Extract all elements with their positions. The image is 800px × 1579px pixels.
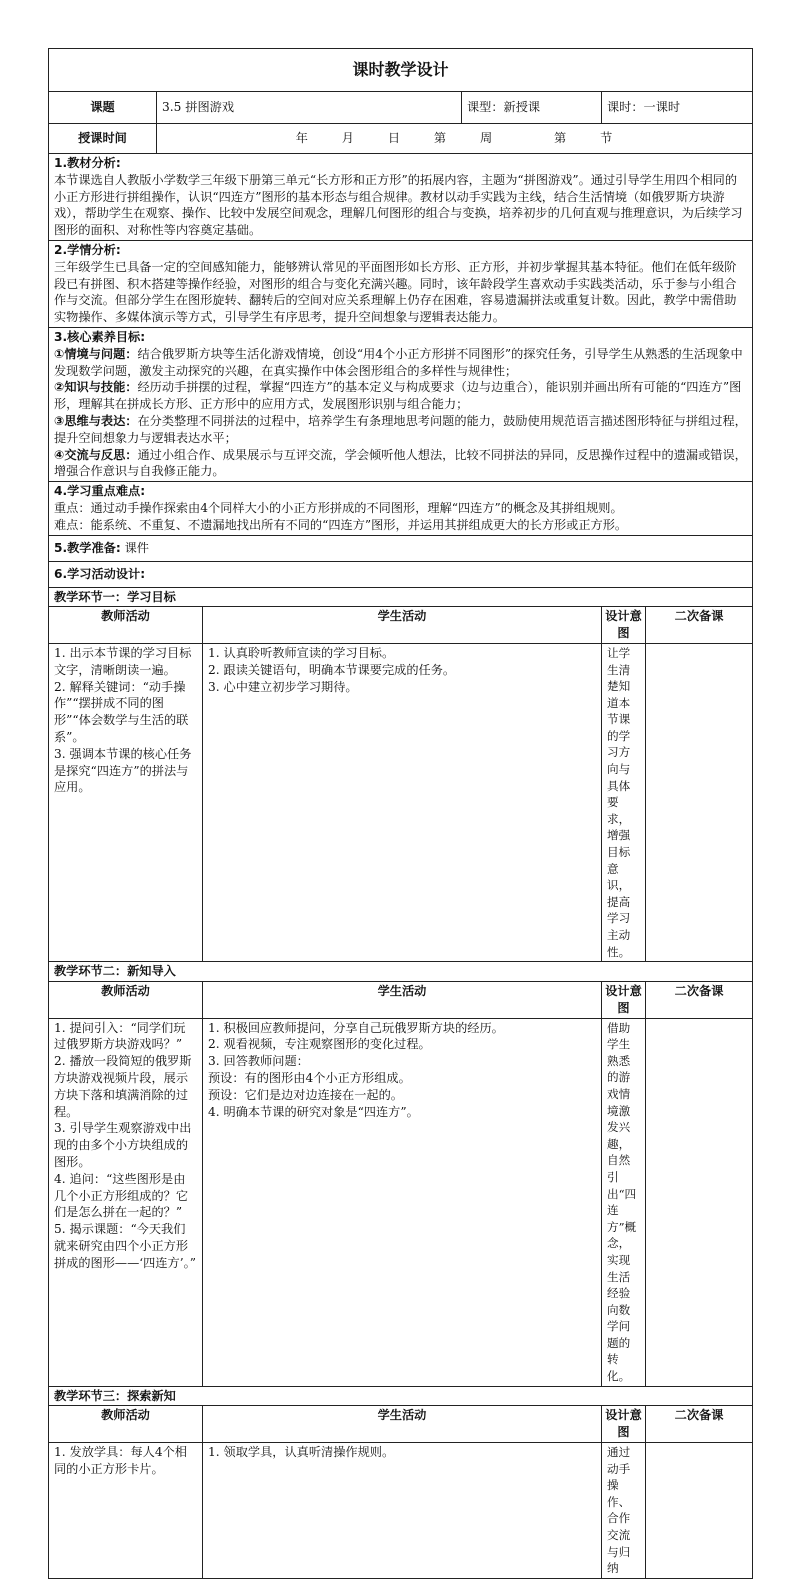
stage-heading: 教学环节三：探索新知 — [49, 1386, 753, 1406]
teacher-step: 1. 出示本节课的学习目标文字，清晰朗读一遍。 — [54, 645, 192, 677]
goals-heading: 3.核心素养目标: — [54, 329, 146, 344]
goal-text: 经历动手拼摆的过程，掌握“四连方”的基本定义与构成要求（边与边重合），能识别并画出所有可能的“四连方”图形，理解其在拼成长方形、正方形中的应用方式，发展图形识别与组合能力； — [54, 380, 742, 412]
column-header-notes: 二次备课 — [646, 607, 753, 644]
student-step: 预设：有的图形由4个小正方形组成。 — [208, 1070, 411, 1085]
teacher-step: 4. 追问：“这些图形是由几个小正方形组成的？它们是怎么拼在一起的？” — [54, 1171, 189, 1220]
student-step: 2. 观看视频，专注观察图形的变化过程。 — [208, 1037, 431, 1052]
second-prep-cell[interactable] — [646, 1443, 753, 1579]
teacher-activity-cell — [49, 1443, 203, 1579]
time-year: 年 — [295, 131, 309, 146]
analysis-text: 本节课选自人教版小学数学三年级下册第三单元“长方形和正方形”的拓展内容，主题为“拼图游戏”。通过引导学生用四个相同的小正方形进行拼组操作，认识“四连方”图形的基本形态与组合规律。教材以动手实践为主线，结合生活情境（如俄罗斯方块游戏），帮助学生在观察、操作、比较中发展空间观念，理解几何图形的组合与变换，培养初步的几何直观与推理意识，为后续学习图形的面积、对称性等内容奠定基础。 — [54, 172, 743, 238]
column-header-teacher: 教师活动 — [49, 982, 203, 1019]
student-step: 预设：它们是边对边连接在一起的。 — [208, 1087, 403, 1102]
teacher-step: 2. 播放一段简短的俄罗斯方块游戏视频片段，展示方块下落和填满消除的过程。 — [54, 1054, 192, 1119]
student-step: 1. 积极回应教师提问，分享自己玩俄罗斯方块的经历。 — [208, 1020, 504, 1035]
teacher-step: 2. 解释关键词：“动手操作”“摆拼成不同的图形”“体会数学与生活的联系”。 — [54, 679, 189, 744]
column-header-student: 学生活动 — [203, 982, 602, 1019]
second-prep-cell[interactable] — [646, 643, 753, 961]
lesson-hours: 课时：一课时 — [602, 92, 753, 124]
column-header-notes: 二次备课 — [646, 982, 753, 1019]
goal-item — [54, 447, 747, 481]
students-heading: 2.学情分析: — [54, 242, 121, 257]
column-header-notes: 二次备课 — [646, 1406, 753, 1443]
time-week-prefix: 第 — [433, 131, 448, 146]
goal-text: 结合俄罗斯方块等生活化游戏情境，创设“用4个小正方形拼不同图形”的探究任务，引导学生从熟悉的生活现象中发现数学问题，激发主动探究的兴趣，在真实操作中体会图形组合的多样性与规律性； — [54, 346, 743, 378]
goal-item — [54, 379, 747, 413]
lesson-plan-page — [48, 48, 752, 1579]
keypoints-difficulty: 难点：能系统、不重复、不遗漏地找出所有不同的“四连方”图形，并运用其拼组成更大的长方形或正方形。 — [54, 517, 628, 532]
prep-section — [49, 535, 753, 561]
teacher-step: 1. 发放学具：每人4个相同的小正方形卡片。 — [54, 1445, 187, 1476]
activities-heading: 6.学习活动设计: — [49, 561, 753, 587]
student-step: 4. 明确本节课的研究对象是“四连方”。 — [208, 1104, 419, 1119]
student-step: 1. 认真聆听教师宣读的学习目标。 — [208, 645, 395, 660]
column-header-intent — [602, 982, 646, 1019]
lesson-plan-table — [48, 48, 753, 1579]
goal-item — [54, 413, 747, 447]
document-title: 课时教学设计 — [49, 49, 753, 92]
column-header-teacher: 教师活动 — [49, 1406, 203, 1443]
goal-label: ④交流与反思： — [54, 447, 138, 462]
stage-heading: 教学环节一：学习目标 — [49, 587, 753, 607]
column-header-student: 学生活动 — [203, 1406, 602, 1443]
second-prep-cell[interactable] — [646, 1018, 753, 1386]
goals-section — [49, 327, 753, 481]
goal-label: ①情境与问题： — [54, 346, 138, 361]
topic-value: 3.5 拼图游戏 — [157, 92, 462, 124]
column-header-intent-text: 设计意图 — [605, 984, 642, 1015]
time-value — [157, 124, 753, 154]
teacher-activity-cell — [49, 643, 203, 961]
student-step: 2. 跟读关键语句，明确本节课要完成的任务。 — [208, 662, 456, 677]
keypoints-section — [49, 482, 753, 535]
student-activity-cell — [203, 1018, 602, 1386]
column-header-student: 学生活动 — [203, 607, 602, 644]
goal-text: 在分类整理不同拼法的过程中，培养学生有条理地思考问题的能力，鼓励使用规范语言描述图形特征与拼组过程，提升空间想象力与逻辑表达水平； — [54, 413, 747, 445]
student-step: 3. 心中建立初步学习期待。 — [208, 679, 358, 694]
student-step: 3. 回答教师问题： — [208, 1054, 309, 1069]
time-period: 节 — [600, 131, 614, 146]
analysis-section — [49, 154, 753, 241]
students-text: 三年级学生已具备一定的空间感知能力，能够辨认常见的平面图形如长方形、正方形，并初步掌握其基本特征。他们在低年级阶段已有拼图、积木搭建等操作经验，对图形的组合与变化充满兴趣。同时，该年龄段学生喜欢动手实践类活动，乐于参与小组合作与交流。但部分学生在图形旋转、翻转后的空间对应关系理解上仍存在困难，容易遗漏拼法或重复计数。因此，教学中需借助实物操作、多媒体演示等方式，引导学生有序思考，提升空间想象与逻辑表达能力。 — [54, 259, 737, 325]
student-step: 1. 领取学具，认真听清操作规则。 — [208, 1445, 395, 1460]
design-intent-cell — [602, 643, 646, 961]
design-intent-text: 让学生清楚知道本节课的学习方向与具体要求，增强目标意识，提高学习主动性。 — [607, 645, 631, 959]
keypoints-heading: 4.学习重点难点: — [54, 484, 146, 499]
column-header-intent-text: 设计意图 — [605, 1408, 642, 1440]
column-header-intent — [602, 607, 646, 644]
time-label: 授课时间 — [49, 124, 157, 154]
column-header-intent — [602, 1406, 646, 1443]
goal-text: 通过小组合作、成果展示与互评交流，学会倾听他人想法，比较不同拼法的异同，反思操作过程中的遗漏或错误，增强合作意识与自我修正能力。 — [54, 447, 747, 479]
teacher-activity-cell — [49, 1018, 203, 1386]
goal-label: ②知识与技能： — [54, 380, 138, 395]
time-month: 月 — [341, 131, 355, 146]
teacher-step: 1. 提问引入：“同学们玩过俄罗斯方块游戏吗？” — [54, 1020, 186, 1052]
design-intent-cell — [602, 1443, 646, 1579]
analysis-heading: 1.教材分析: — [54, 156, 121, 170]
design-intent-text: 借助学生熟悉的游戏情境激发兴趣，自然引出“四连方”概念，实现生活经验向数学问题的转化。 — [607, 1020, 637, 1384]
student-activity-cell — [203, 643, 602, 961]
stage-heading: 教学环节二：新知导入 — [49, 962, 753, 982]
time-day: 日 — [387, 131, 402, 146]
keypoints-focus: 重点：通过动手操作探索由4个同样大小的小正方形拼成的不同图形，理解“四连方”的概念及其拼组规则。 — [54, 500, 623, 515]
column-header-teacher: 教师活动 — [49, 607, 203, 644]
design-intent-cell — [602, 1018, 646, 1386]
design-intent-text: 通过动手操作、合作交流与归纳 — [607, 1445, 631, 1576]
time-week: 周 — [479, 131, 494, 146]
time-period-prefix: 第 — [554, 131, 568, 146]
topic-label: 课题 — [49, 92, 157, 124]
lesson-type: 课型：新授课 — [462, 92, 602, 124]
goal-label: ③思维与表达： — [54, 413, 138, 428]
prep-heading: 5.教学准备: — [54, 540, 121, 555]
student-activity-cell — [203, 1443, 602, 1579]
teacher-step: 3. 引导学生观察游戏中出现的由多个小方块组成的图形。 — [54, 1121, 192, 1169]
prep-text: 课件 — [124, 540, 149, 555]
teacher-step: 5. 揭示课题：“今天我们就来研究由四个小正方形拼成的图形——‘四连方’。” — [54, 1222, 196, 1270]
students-section — [49, 240, 753, 327]
goal-item — [54, 346, 747, 380]
teacher-step: 3. 强调本节课的核心任务是探究“四连方”的拼法与应用。 — [54, 746, 192, 795]
column-header-intent-text: 设计意图 — [605, 609, 642, 641]
